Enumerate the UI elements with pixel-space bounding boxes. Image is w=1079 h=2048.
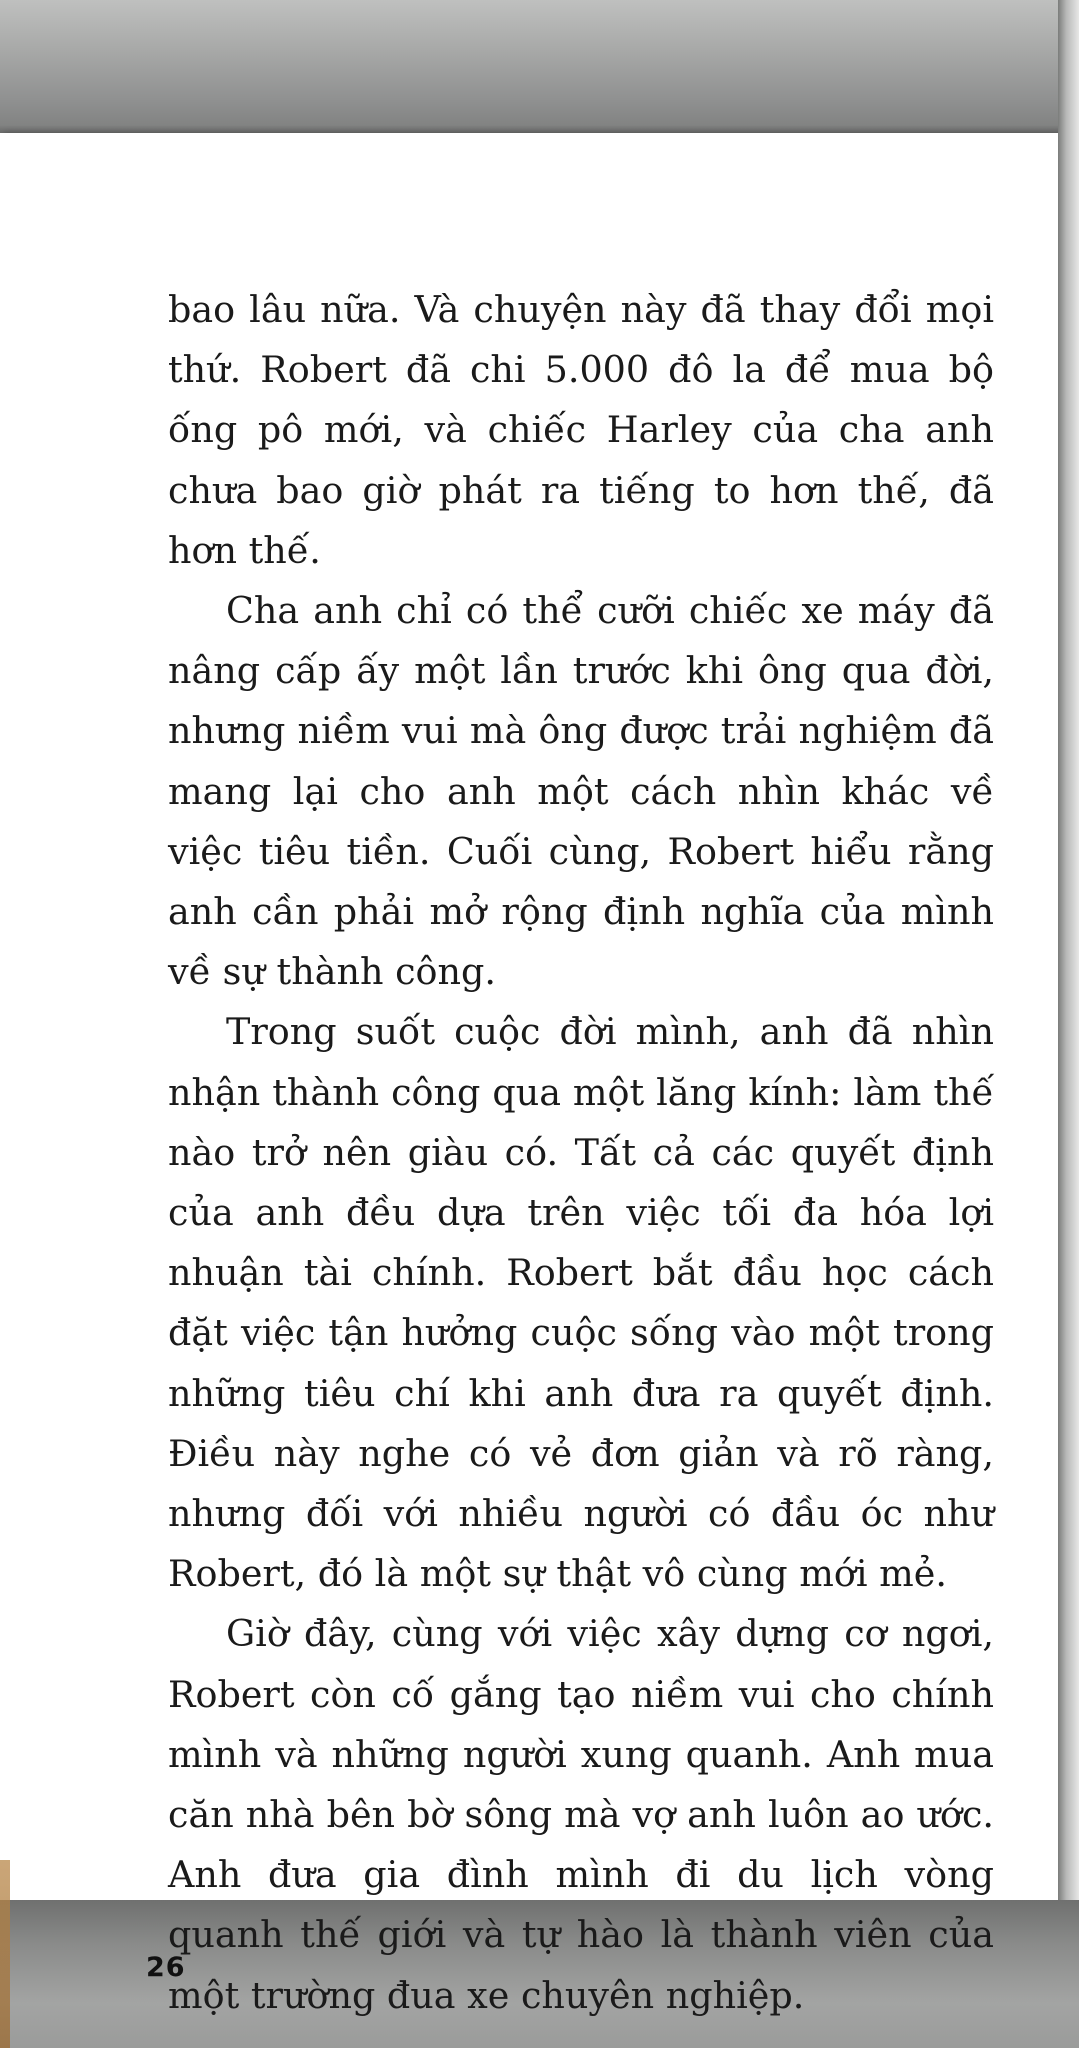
paragraph-continued: bao lâu nữa. Và chuyện này đã thay đổi mọi thứ. Robert đã chi 5.000 đô la để mua bộ ống pô mới, và chiếc Harley của cha anh chưa bao giờ phát ra tiếng to hơn thế, đã hơn thế. bbox=[168, 288, 994, 572]
left-edge-shade bbox=[0, 1860, 10, 2048]
page-number: 26 bbox=[146, 1952, 186, 1983]
page-edge-shadow bbox=[1058, 0, 1079, 2048]
paragraph: Trong suốt cuộc đời mình, anh đã nhìn nhận thành công qua một lăng kính: làm thế nào trở nên giàu có. Tất cả các quyết định của anh đều dựa trên việc tối đa hóa lợi nhuận tài chính. Robert bắt đầu học cách đặt việc tận hưởng cuộc sống vào một trong những tiêu chí khi anh đưa ra quyết định. Điều này nghe có vẻ đơn giản và rõ ràng, nhưng đối với nhiều người có đầu óc như Robert, đó là một sự thật vô cùng mới mẻ. bbox=[168, 1010, 994, 1596]
paragraph: Giờ đây, cùng với việc xây dựng cơ ngơi, Robert còn cố gắng tạo niềm vui cho chính mình và những người xung quanh. Anh mua căn nhà bên bờ sông mà vợ anh luôn ao ước. Anh đưa gia đình mình đi du lịch vòng quanh thế giới và tự hào là thành viên của một trường đua xe chuyên nghiệp. bbox=[168, 1612, 994, 2017]
top-background-band bbox=[0, 0, 1079, 135]
body-text bbox=[168, 280, 994, 2026]
paragraph: Cha anh chỉ có thể cưỡi chiếc xe máy đã nâng cấp ấy một lần trước khi ông qua đời, nhưng niềm vui mà ông được trải nghiệm đã mang lại cho anh một cách nhìn khác về việc tiêu tiền. Cuối cùng, Robert hiểu rằng anh cần phải mở rộng định nghĩa của mình về sự thành công. bbox=[168, 589, 994, 994]
